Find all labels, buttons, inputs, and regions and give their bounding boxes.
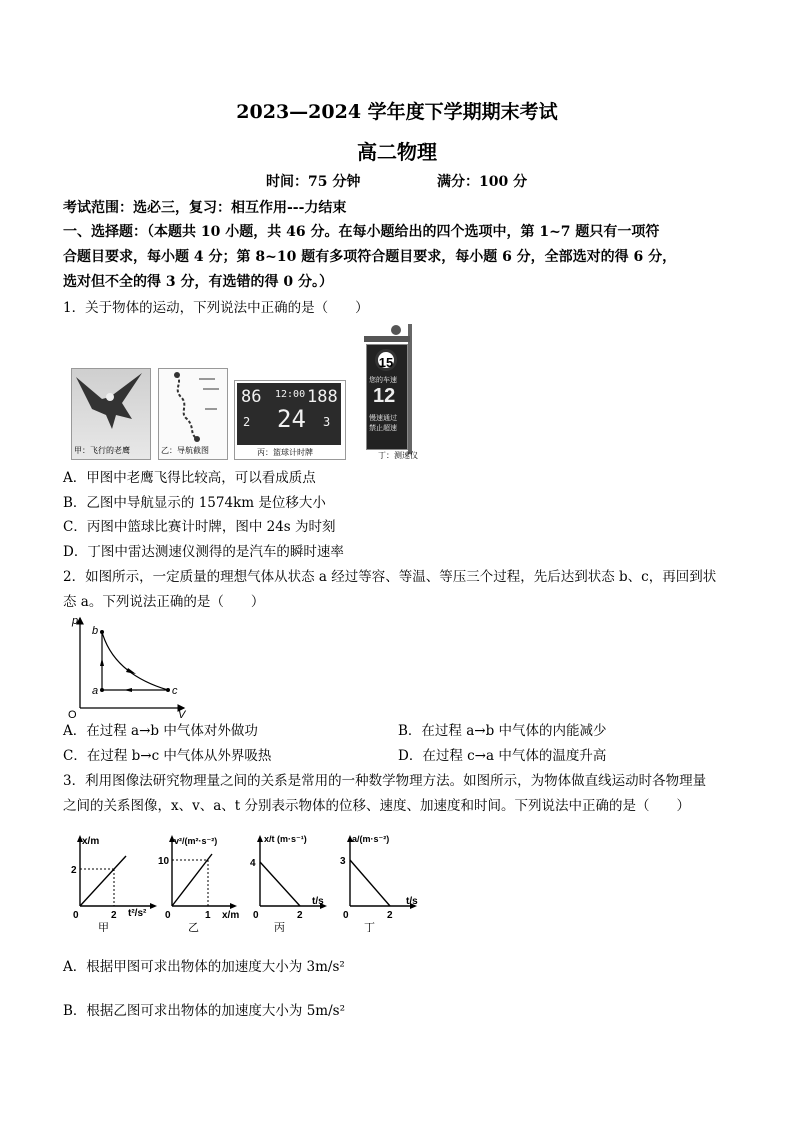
q2-option-d: D．在过程 c→a 中气体的温度升高: [398, 748, 607, 764]
q3-option-b: B．根据乙图可求出物体的加速度大小为 5m/s²: [63, 1003, 345, 1019]
scoreboard-photo: [234, 380, 346, 460]
map-route-icon: [159, 369, 227, 445]
sign-line3: 禁止超速: [369, 424, 397, 432]
process-b-c: [102, 632, 168, 690]
exam-title: 2023—2024 学年度下学期期末考试: [236, 101, 558, 123]
sign-line2: 慢速通过: [369, 414, 397, 422]
eagle-icon: [72, 369, 150, 447]
period-left: 2: [243, 415, 251, 429]
q3-option-a: A．根据甲图可求出物体的加速度大小为 3m/s²: [63, 959, 345, 975]
state-a-label: a: [92, 685, 99, 697]
graph-bing-origin: 0: [253, 910, 259, 921]
caption-jia: 甲：飞行的老鹰: [74, 446, 130, 455]
q2-stem-line1: 2．如图所示，一定质量的理想气体从状态 a 经过等容、等温、等压三个过程，先后达到状态 b、c，再回到状: [63, 569, 717, 585]
graph-bing-xlabel: t/s: [312, 896, 324, 907]
graph-yi-name: 乙: [188, 922, 199, 932]
game-clock: 12:00: [275, 389, 306, 400]
graph-jia-origin: 0: [73, 910, 79, 921]
state-b-label: b: [92, 625, 99, 637]
q2-stem-line2: 态 a。下列说法正确的是（ ）: [63, 594, 265, 610]
p-label: p: [72, 615, 79, 627]
graph-yi-line: [172, 854, 212, 906]
pv-diagram: [62, 612, 192, 720]
caption-ding: 丁：测速仪: [378, 451, 418, 460]
section1-line1: 一、选择题：（本题共 10 小题，共 46 分。在每小题给出的四个选项中，第 1~7 题只有一项符: [63, 224, 660, 240]
shot-clock: 24: [277, 405, 306, 433]
score-right: 188: [307, 387, 338, 407]
q1-option-d: D．丁图中雷达测速仪测得的是汽车的瞬时速率: [63, 544, 344, 560]
graph-jia-ytick: 2: [71, 865, 77, 876]
speed-limit-icon: 15: [375, 349, 397, 371]
graph-jia-ylabel: x/m: [82, 836, 100, 847]
graph-jia-name: 甲: [98, 922, 109, 932]
section1-line3: 选对但不全的得 3 分，有选错的得 0 分。）: [63, 274, 333, 290]
exam-time: 时间：75 分钟: [266, 174, 361, 190]
graph-yi-ytick: 10: [158, 856, 170, 867]
q1-option-c: C．丙图中篮球比赛计时牌，图中 24s 为时刻: [63, 519, 336, 535]
scoreboard: [237, 383, 341, 445]
graph-yi-origin: 0: [165, 910, 171, 921]
graph-ding-name: 丁: [364, 922, 375, 932]
graph-yi-xlabel: x/m: [222, 910, 240, 921]
graph-yi-ylabel: v²/(m²·s⁻²): [174, 836, 218, 846]
exam-scope: 考试范围：选必三，复习：相互作用---力结束: [63, 200, 347, 216]
eagle-photo: [71, 368, 151, 460]
navigation-photo: [158, 368, 228, 460]
graph-bing-line: [260, 862, 300, 906]
graph-jia-line: [80, 856, 126, 906]
section1-line2: 合题目要求，每小题 4 分；第 8~10 题有多项符合题目要求，每小题 6 分，全部选对的得 6 分，: [63, 249, 677, 265]
graph-yi-xtick: 1: [205, 910, 211, 921]
state-c-label: c: [172, 685, 178, 697]
caption-bing: 丙：篮球计时牌: [257, 448, 313, 457]
exam-score: 满分：100 分: [437, 174, 528, 190]
caption-yi: 乙：导航截图: [161, 446, 209, 455]
q1-stem: 1．关于物体的运动，下列说法中正确的是（ ）: [63, 300, 369, 316]
graph-jia-xlabel: t²/s²: [128, 908, 147, 919]
origin-label: O: [68, 709, 77, 720]
graph-bing-ytick: 4: [250, 858, 256, 869]
measured-speed: 12: [373, 385, 396, 407]
graph-bing-name: 丙: [274, 922, 285, 932]
graph-ding-xtick: 2: [387, 910, 393, 921]
q3-stem-line2: 之间的关系图像，x、v、a、t 分别表示物体的位移、速度、加速度和时间。下列说法中正确的是（ ）: [63, 798, 691, 814]
graph-ding: [330, 830, 430, 932]
graph-jia-xtick: 2: [111, 910, 117, 921]
q2-option-b: B．在过程 a→b 中气体的内能减少: [398, 723, 607, 739]
score-left: 86: [241, 387, 262, 407]
graph-ding-line: [350, 860, 390, 906]
graph-ding-ylabel: a/(m·s⁻²): [352, 834, 390, 844]
q2-option-c: C．在过程 b→c 中气体从外界吸热: [63, 748, 272, 764]
speed-sign: [366, 344, 408, 450]
sign-line1: 您的车速: [369, 376, 397, 384]
graph-ding-xlabel: t/s: [406, 896, 418, 907]
graph-jia: [62, 832, 162, 932]
graph-bing: [240, 830, 340, 932]
exam-subject: 高二物理: [357, 140, 437, 164]
q2-option-a: A．在过程 a→b 中气体对外做功: [63, 723, 258, 739]
graph-bing-xtick: 2: [297, 910, 303, 921]
graph-ding-ytick: 3: [340, 856, 346, 867]
q1-option-b: B．乙图中导航显示的 1574km 是位移大小: [63, 495, 326, 511]
period-right: 3: [323, 415, 331, 429]
q3-stem-line1: 3．利用图像法研究物理量之间的关系是常用的一种数学物理方法。如图所示，为物体做直线运动时各物理量: [63, 773, 707, 789]
graph-ding-origin: 0: [343, 910, 349, 921]
v-label: V: [178, 709, 186, 720]
speed-radar-photo: [358, 322, 448, 462]
graph-bing-ylabel: x/t (m·s⁻¹): [264, 834, 307, 844]
q1-option-a: A．甲图中老鹰飞得比较高，可以看成质点: [63, 470, 316, 486]
